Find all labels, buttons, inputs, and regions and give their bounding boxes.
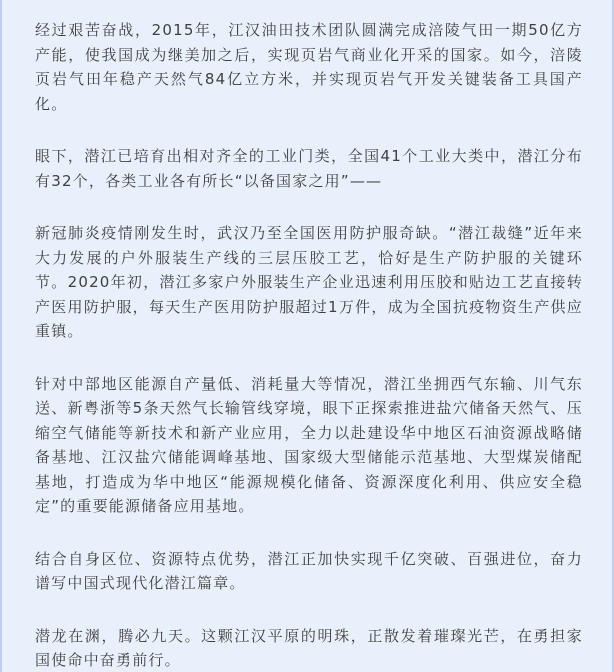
paragraph-shale-gas: 经过艰苦奋战，2015年，江汉油田技术团队圆满完成涪陵气田一期50亿方产能，使我国成为继美加之后，实现页岩气商业化开采的国家。如今，涪陵页岩气田年稳产天然气84亿立方米，并实现页岩气开发关键装备工具国产化。 bbox=[35, 21, 583, 113]
paragraph-development-goal: 结合自身区位、资源特点优势，潜江正加快实现千亿突破、百强进位，奋力谱写中国式现代化潜江篇章。 bbox=[35, 549, 583, 592]
paragraph-industry-categories: 眼下，潜江已培育出相对齐全的工业门类，全国41个工业大类中，潜江分布有32个，各类工业各有所长“以备国家之用”—— bbox=[35, 147, 583, 190]
paragraph-energy-storage: 针对中部地区能源自产量低、消耗量大等情况，潜江坐拥西气东输、川气东送、新粤浙等5条天然气长输管线穿境，眼下正探索推进盐穴储备天然气、压缩空气储能等新技术和新产业应用，全力以赴建设华中地区石油资源战略储备基地、江汉盐穴储能调峰基地、国家级大型储能示范基地、大型煤炭储配基地，打造成为华中地区“能源规模化储备、资源深度化利用、供应安全稳定”的重要能源储备应用基地。 bbox=[35, 374, 583, 515]
article-body bbox=[35, 18, 583, 672]
paragraph-closing: 潜龙在渊，腾必九天。这颗江汉平原的明珠，正散发着璀璨光芒，在勇担家国使命中奋勇前行。 bbox=[35, 626, 583, 669]
left-border-line bbox=[0, 0, 2, 672]
paragraph-protective-clothing: 新冠肺炎疫情刚发生时，武汉乃至全国医用防护服奇缺。“潜江裁缝”近年来大力发展的户外服装生产线的三层压胶工艺，恰好是生产防护服的关键环节。2020年初，潜江多家户外服装生产企业迅速利用压胶和贴边工艺直接转产医用防护服，每天生产医用防护服超过1万件，成为全国抗疫物资生产供应重镇。 bbox=[35, 224, 583, 340]
